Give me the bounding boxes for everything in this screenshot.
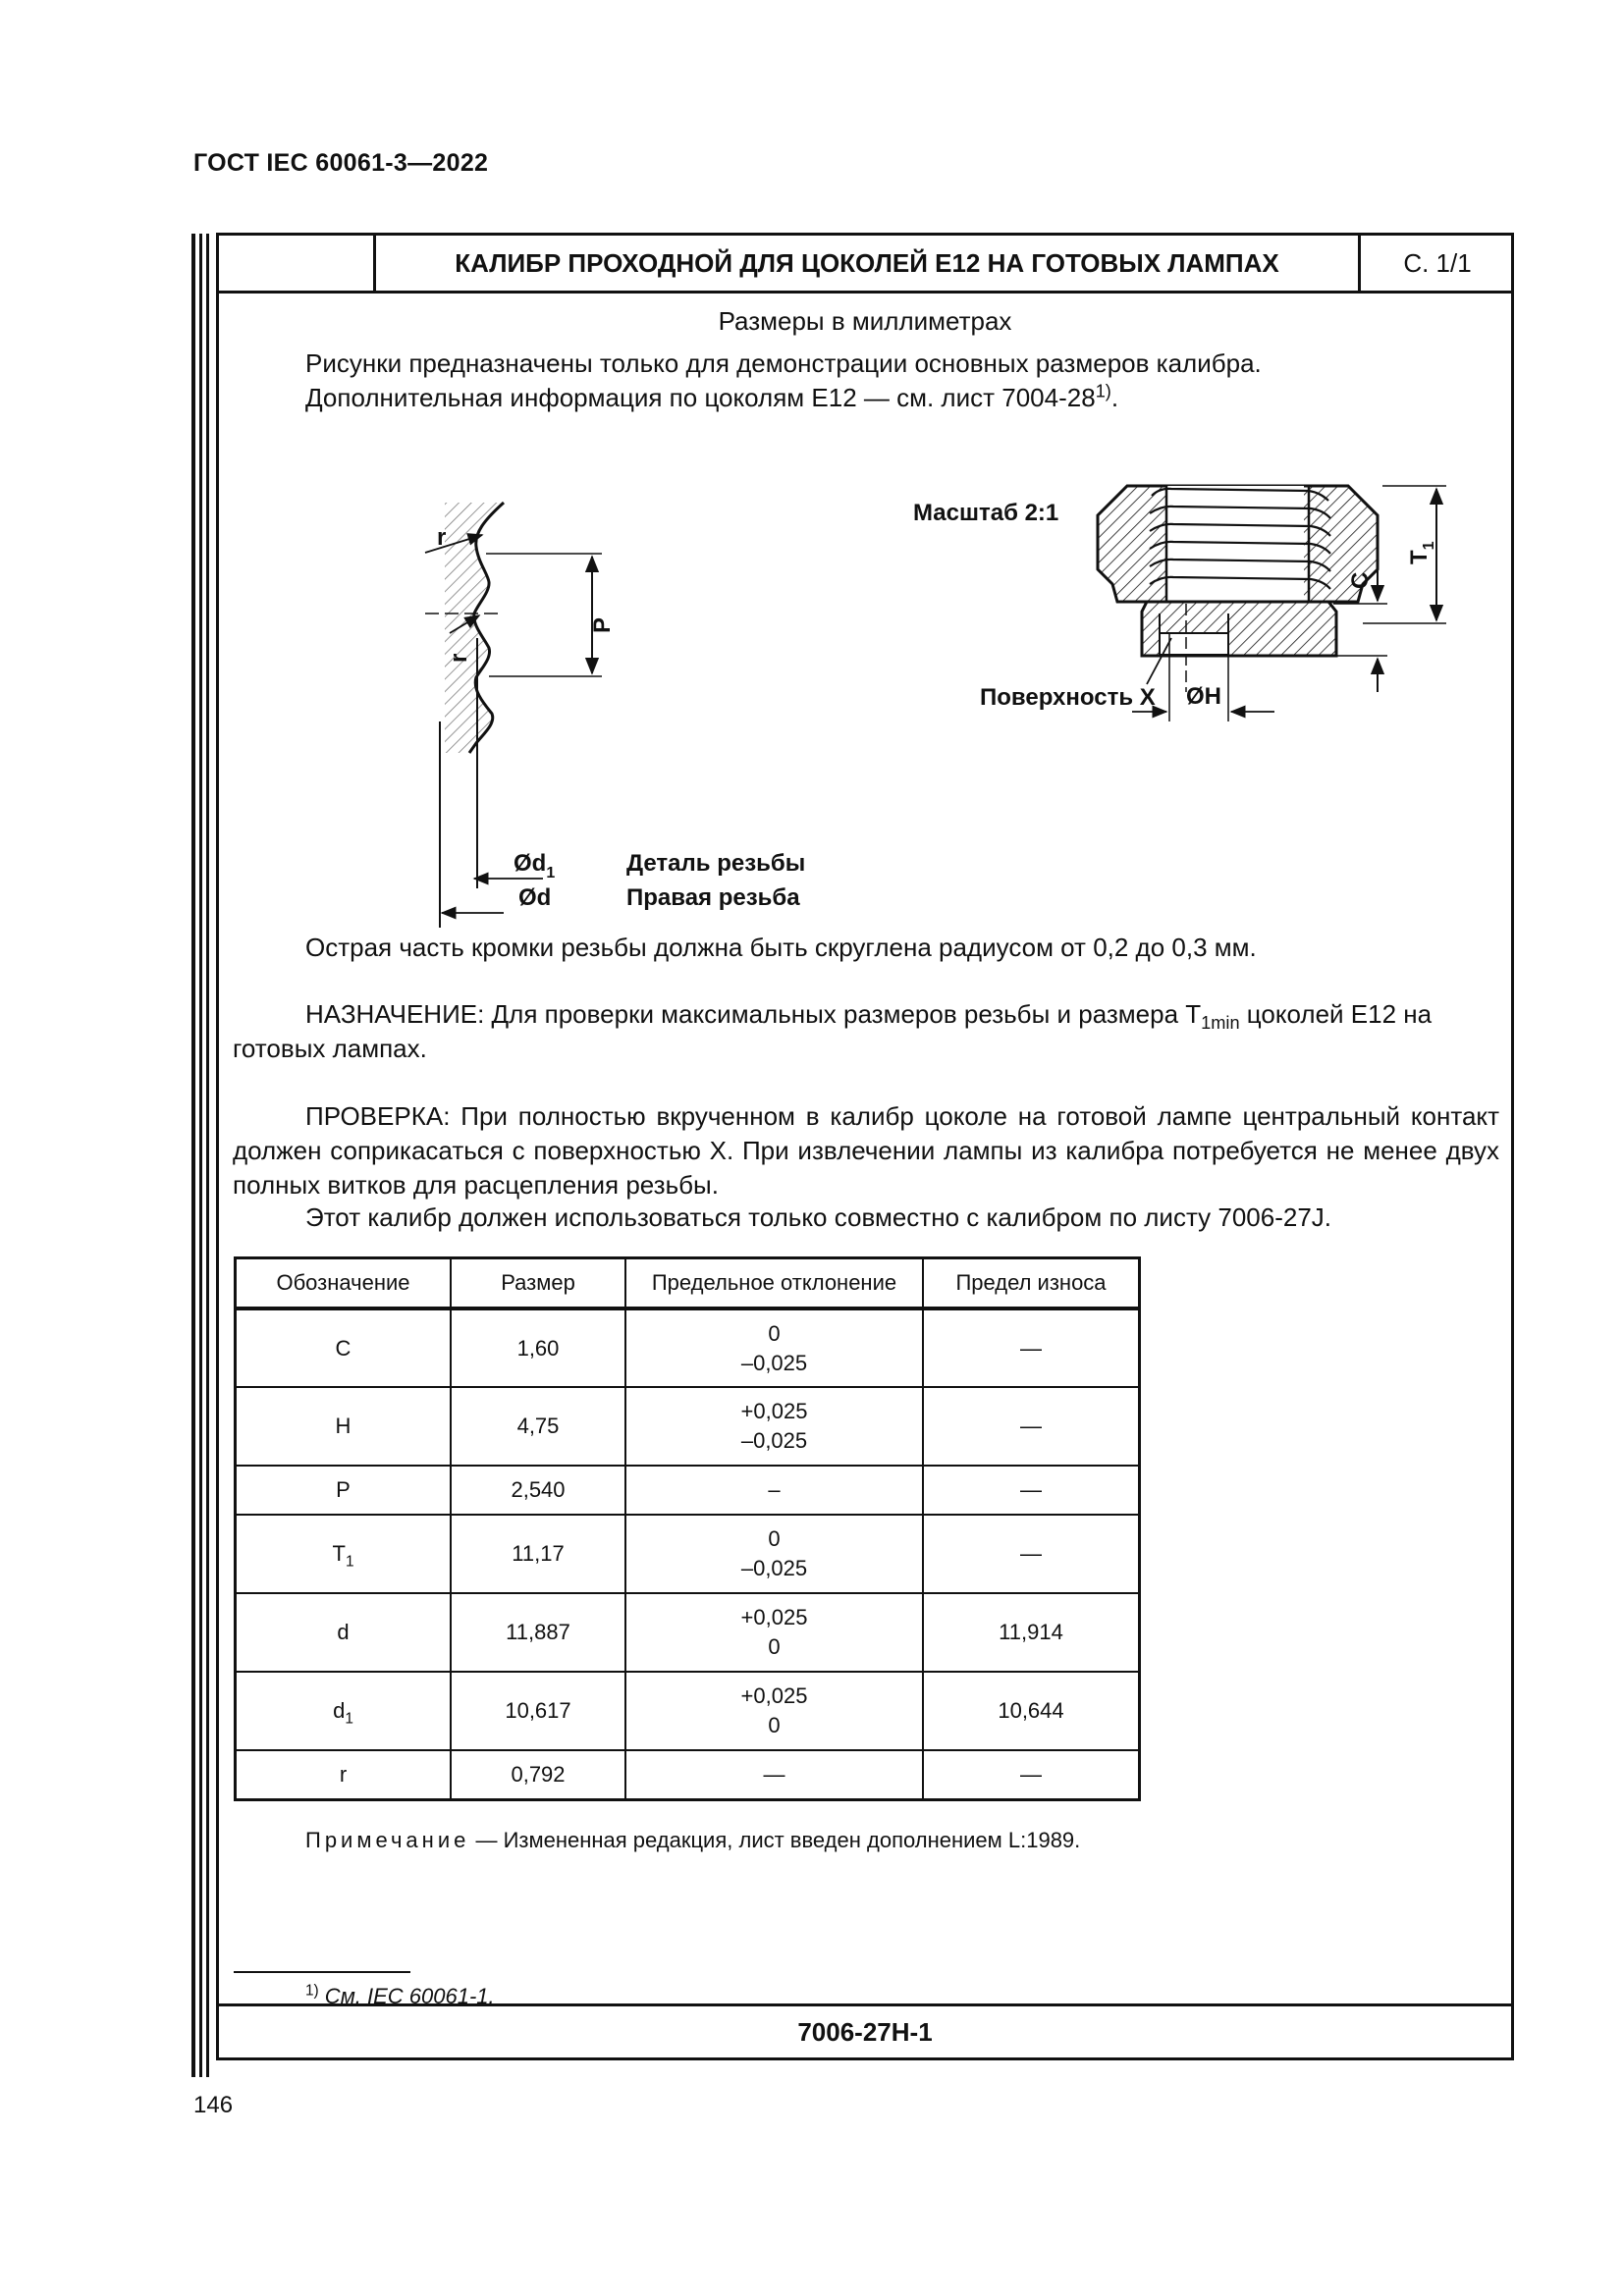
cell-size: 4,75: [451, 1387, 625, 1466]
cell-size: 11,887: [451, 1593, 625, 1672]
cell-size: 1,60: [451, 1308, 625, 1387]
svg-text:Ød1: [514, 850, 555, 881]
sheet-frame: [216, 233, 1514, 2060]
cell-size: 10,617: [451, 1672, 625, 1750]
cell-tolerance-upper: +0,025: [740, 1683, 808, 1708]
thread-detail-label: Деталь резьбы: [626, 850, 806, 877]
intro-line-2: Дополнительная информация по цоколям E12 — см. лист 7004-28: [305, 383, 1096, 412]
cell-wear: —: [923, 1387, 1140, 1466]
table-row: [236, 1387, 1140, 1466]
table-row: [236, 1672, 1140, 1750]
cell-symbol: d: [333, 1698, 346, 1723]
cell-tolerance-upper: +0,025: [740, 1399, 808, 1423]
title-block: [219, 236, 1511, 294]
check-paragraph: ПРОВЕРКА: При полностью вкрученном в калибр цоколе на готовой лампе центральный контакт должен соприкасаться с поверхностью X. При извлечении лампы из калибра потребуется не менее двух полных витков для расцепления резьбы.: [233, 1101, 1499, 1200]
sheet-page-indicator: С. 1/1: [1358, 236, 1514, 291]
document-standard-header: ГОСТ IEC 60061-3—2022: [193, 149, 489, 177]
dim-c-label: C: [1347, 571, 1374, 589]
dim-t1-subscript: 1: [1421, 541, 1437, 551]
dim-r-lower: r: [446, 653, 472, 663]
dimensions-table: [234, 1256, 1141, 1801]
table-row: [236, 1515, 1140, 1593]
page-number: 146: [193, 2092, 234, 2118]
table-row: [236, 1466, 1140, 1515]
surface-x-label: Поверхность X: [980, 684, 1156, 711]
cell-wear: —: [923, 1515, 1140, 1593]
cell-tolerance-upper: —: [763, 1761, 785, 1787]
dim-d-label: Ød: [518, 884, 552, 911]
cell-symbol: d: [337, 1620, 350, 1644]
dim-d1-subscript: 1: [546, 865, 556, 881]
dim-p-label: P: [589, 616, 616, 633]
footnote-text: См. IEC 60061-1.: [318, 1984, 495, 2008]
header-size: Размер: [451, 1258, 625, 1309]
intro-line-1: Рисунки предназначены только для демонстрации основных размеров калибра.: [305, 348, 1262, 378]
scale-label: Масштаб 2:1: [913, 500, 1059, 526]
cell-wear: 11,914: [923, 1593, 1140, 1672]
table-note: [305, 1823, 1484, 1857]
cell-size: 2,540: [451, 1466, 625, 1515]
cell-tolerance-upper: +0,025: [740, 1605, 808, 1629]
footnote-separator: [234, 1971, 410, 1973]
thread-detail-drawing: [415, 503, 805, 928]
table-row: [236, 1750, 1140, 1799]
companion-gauge-note: Этот калибр должен использоваться только совместно с калибром по листу 7006-27J.: [305, 1202, 1332, 1232]
cell-wear: —: [923, 1466, 1140, 1515]
units-caption: Размеры в миллиметрах: [718, 306, 1012, 336]
right-thread-label: Правая резьба: [626, 884, 800, 911]
sheet-number: 7006-27H-1: [219, 2003, 1511, 2057]
cell-tolerance-lower: 0: [768, 1634, 781, 1659]
cell-size: 11,17: [451, 1515, 625, 1593]
dim-d1-label: Ød: [514, 850, 547, 877]
cell-tolerance-upper: –: [768, 1477, 781, 1502]
intro-paragraph: Рисунки предназначены только для демонстрации основных размеров калибра. Дополнительная информация по цоколям E12 — см. лист 7004-28$^{1)}$.: [305, 348, 1262, 412]
cell-symbol-subscript: 1: [345, 1710, 353, 1728]
t1min-subscript: 1min: [1201, 1013, 1240, 1034]
cell-wear: 10,644: [923, 1672, 1140, 1750]
table-row: [236, 1593, 1140, 1672]
note-label: Примечание: [305, 1828, 470, 1852]
cell-tolerance-upper: 0: [768, 1526, 781, 1551]
footnote-ref: 1): [305, 1982, 319, 2000]
sheet-title: КАЛИБР ПРОХОДНОЙ ДЛЯ ЦОКОЛЕЙ E12 НА ГОТОВЫХ ЛАМПАХ: [455, 247, 1279, 278]
cell-wear: —: [923, 1750, 1140, 1799]
cell-wear: —: [923, 1308, 1140, 1387]
cell-symbol: T: [332, 1541, 346, 1566]
cell-symbol-subscript: 1: [345, 1553, 354, 1571]
header-designation: Обозначение: [236, 1258, 452, 1309]
cell-tolerance-lower: –0,025: [740, 1556, 808, 1580]
intro-footnote-ref: 1): [1095, 381, 1111, 401]
cell-symbol: H: [335, 1414, 352, 1438]
cell-tolerance-upper: 0: [768, 1320, 781, 1346]
purpose-paragraph: НАЗНАЧЕНИЕ: Для проверки максимальных размеров резьбы и размера $T_{1min}$ цоколей E12 на готовых лампах.: [233, 999, 1433, 1063]
dim-h-label: ØH: [1186, 683, 1221, 710]
header-wear-limit: Предел износа: [923, 1258, 1140, 1309]
cell-size: 0,792: [451, 1750, 625, 1799]
table-row: [236, 1308, 1140, 1387]
table-header-row: [236, 1258, 1140, 1309]
cell-symbol: C: [335, 1335, 352, 1361]
gauge-drawing: [437, 466, 1437, 928]
svg-text:T1: [1406, 541, 1437, 564]
title-block-empty-cell: [219, 236, 376, 291]
edge-rounding-note: Острая часть кромки резьбы должна быть скруглена радиусом от 0,2 до 0,3 мм.: [305, 933, 1257, 962]
cell-symbol: P: [336, 1477, 351, 1502]
header-tolerance: Предельное отклонение: [625, 1258, 923, 1309]
note-text: — Измененная редакция, лист введен дополнением L:1989.: [469, 1828, 1081, 1852]
cell-tolerance-lower: 0: [768, 1713, 781, 1737]
dim-t1-label: T: [1406, 550, 1433, 564]
cell-tolerance-lower: –0,025: [740, 1350, 808, 1375]
cell-symbol: r: [339, 1761, 348, 1787]
cell-tolerance-lower: –0,025: [740, 1428, 808, 1453]
dim-r-upper: r: [437, 524, 447, 551]
